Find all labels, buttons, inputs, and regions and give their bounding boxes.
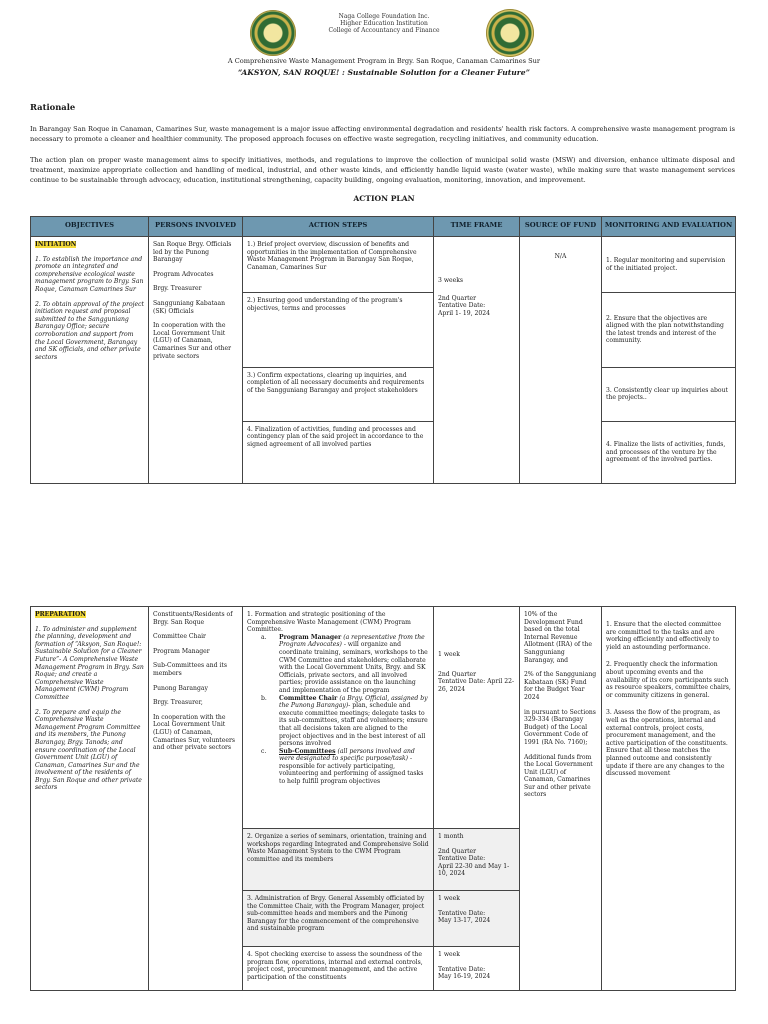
monitoring-item: 1. Regular monitoring and supervision of the initiated project. — [602, 237, 736, 293]
monitoring-item: 4. Finalize the lists of activities, funds, and processes of the venture by the agreement of the involved parties. — [602, 421, 736, 483]
column-header: PERSONS INVOLVED — [149, 217, 243, 237]
time-line: Tentative Date: April 22-26, 2024 — [438, 678, 515, 693]
person-item: Sub-Committees and its members — [153, 662, 227, 677]
person-item: Constituents/Residents of Brgy. San Roque — [153, 611, 233, 626]
time-duration: 1 month — [438, 833, 464, 840]
sub-step-c — [261, 748, 429, 786]
person-item: In cooperation with the Local Government Unit (LGU) of Canaman, Camarines Sur and other private sectors — [153, 322, 232, 360]
sub-step-a — [261, 634, 429, 695]
time-frame-cell — [434, 607, 520, 829]
persons-involved-cell — [149, 607, 243, 991]
source-of-fund-cell: N/A — [520, 237, 602, 484]
column-header: SOURCE OF FUND — [520, 217, 602, 237]
time-line: Tentative Date: — [438, 855, 486, 863]
objective-item: 2. To prepare and equip the Comprehensive Waste Management Program Committee and its members, the Punong Barangay, Brgy. Tanods; and ensure coordination of the Local Government Unit (LGU) of Canaman, Camarines Sur and the involvement of the residents of Brgy. San Roque and other private sectors — [35, 708, 142, 792]
time-frame-cell — [434, 891, 520, 947]
action-step: 3. Administration of Brgy. General Assembly officiated by the Committee Chair, with the Program Manager, project sub-committee heads and members and the Punong Barangay for the commencement of the comprehensive and sustainable program — [243, 891, 434, 947]
objectives-cell — [31, 237, 149, 484]
monitoring-item: 1. Ensure that the elected committee are committed to the tasks and are working efficiently and effectively to yield an astounding performance. — [606, 621, 722, 651]
institution-line: Naga College Foundation Inc. — [338, 13, 430, 20]
time-line: April 1- 19, 2024 — [438, 309, 491, 317]
time-line: May 13-17, 2024 — [438, 917, 491, 925]
phase-label: PREPARATION — [35, 611, 86, 618]
time-duration: 3 weeks — [438, 277, 464, 285]
objective-item: 1. To establish the importance and promote an integrated and comprehensive ecological waste management program to Brgy. San Roque, Canaman Camarines Sur — [35, 255, 144, 294]
time-line: May 16-19, 2024 — [438, 973, 491, 981]
sub-step-text: - plan, schedule and execute committee meetings; delegate tasks to its sub-committees, staff and volunteers; ensure that all decisions taken are aligned to the project objectives and in the best interest of all persons involved — [279, 702, 428, 748]
action-plan-table-initiation — [30, 216, 736, 484]
action-step — [243, 607, 434, 829]
sub-step-text: - will organize and coordinate training, seminars, workshops to the CWM Committee and stakeholders; collaborate with the Local Government Units, Brgy. and SK Officials, private sectors, and all involved parties; provide assistance on the launching and implementation of the program — [279, 641, 428, 694]
action-step: 2.) Ensuring good understanding of the program's objectives, terms and processes — [243, 293, 434, 367]
source-of-fund-cell — [520, 607, 602, 991]
program-title: A Comprehensive Waste Management Program in Brgy. San Roque, Canaman Camarines Sur — [227, 57, 541, 65]
person-item: Program Manager — [153, 647, 210, 655]
step-intro: 1. Formation and strategic positioning of the Comprehensive Waste Management (CWM) Program Committee. — [247, 611, 411, 634]
time-line: April 22-30 and May 1-10, 2024 — [438, 862, 510, 878]
person-item: Program Advocates — [153, 270, 214, 278]
sub-step-title: Program Manager — [279, 633, 342, 641]
action-step: 4. Spot checking exercise to assess the soundness of the program flow, operations, internal and external controls, project cost, procurement management, and the active participation of the constituents — [243, 947, 434, 991]
sub-step-note: (all persons involved and were designated to specific purpose/task) — [279, 747, 415, 763]
time-duration: 1 week — [438, 895, 460, 902]
time-duration: 1 week — [438, 651, 460, 658]
sub-step-title: Committee Chair — [279, 694, 338, 702]
institution-header — [300, 13, 468, 35]
fund-item: 10% of the Development Fund based on the total Internal Revenue Allotment (IRA) of the Sangguniang Barangay, and — [524, 611, 593, 664]
fund-item: 2% of the Sangguniang Kabataan (SK) Fund for the Budget Year 2024 — [524, 671, 597, 701]
rationale-paragraph-1: In Barangay San Roque in Canaman, Camarines Sur, waste management is a major issue affecting environmental degradation and residents' health risk factors. A comprehensive waste management program is necessary to promote a cleaner and healthier community. The proposed approach focuses on effective waste segregation, recycling initiatives, and community education. — [30, 125, 735, 143]
action-step: 3.) Confirm expectations, clearing up inquiries, and completion of all necessary documents and requirements of the Sangguniang Barangay and project stakeholders — [243, 367, 434, 421]
sub-step-b — [261, 695, 429, 748]
sub-step-title: Sub-Committees — [279, 747, 336, 755]
objective-item: 2. To obtain approval of the project initiation request and proposal submitted to the Sangguniang Barangay Office; secure corroboration and support from the Local Government, Barangay and SK officials, and other private sectors — [35, 300, 145, 361]
time-line: 2nd Quarter — [438, 670, 477, 678]
action-step: 4. Finalization of activities, funding and processes and contingency plan of the said project in accordance to the signed agreement of all involved parties — [243, 421, 434, 483]
person-item: Brgy. Treasurer — [153, 285, 202, 293]
sub-step-text: -responsible for actively participating, volunteering and performing of assigned tasks to help fulfill program objectives — [279, 755, 424, 786]
school-seal-left-icon — [250, 10, 296, 56]
sub-step-note: (a Brgy. Official, assigned by the Punong Barangay) — [279, 694, 428, 710]
monitoring-item: 2. Ensure that the objectives are aligned with the plan notwithstanding the latest trends and interest of the community. — [602, 293, 736, 367]
person-item: In cooperation with the Local Government Unit (LGU) of Canaman, Camarines Sur, volunteers and other private sectors — [153, 713, 235, 752]
rationale-paragraph-2: The action plan on proper waste management aims to specify initiatives, methods, and regulations to improve the collection of municipal solid waste (MSW) and diversion, enhance ultimate disposal and treatment, maximize appropriate collection and handling of medical, industrial, and other waste kinds, and efficiently handle liquid waste (water waste), while making sure that waste management services continue to be sustainable through advocacy, education, institutional strengthening, capacity building, ongoing evaluation, monitoring, innovation, and improvement. — [30, 156, 735, 184]
objectives-cell — [31, 607, 149, 991]
rationale-heading: Rationale — [30, 102, 76, 112]
monitoring-item: 2. Frequently check the information about upcoming events and the availability of its core participants such as resource speakers, committee chairs, or community citizens in general. — [606, 661, 731, 699]
time-frame-cell — [434, 947, 520, 991]
action-plan-table-preparation — [30, 606, 736, 991]
phase-label: INITIATION — [35, 241, 77, 249]
sub-step-letter: b. — [261, 694, 267, 702]
institution-line: Higher Education Institution — [340, 20, 428, 28]
person-item: San Roque Brgy. Officials led by the Punong Barangay — [153, 241, 232, 264]
institution-line: College of Accountancy and Finance — [328, 27, 440, 35]
fund-item: in pursuant to Sections 329-334 (Barangay Budget) of the Local Government Code of 1991 (RA No. 7160); — [524, 708, 596, 746]
objective-item: 1. To administer and supplement the planning, development and formation of “Aksyon, San Roque!: Sustainable Solution for a Cleaner Future”- A Comprehensive Waste Management Program in Brgy. San Roque; and create a Comprehensive Waste Management (CWM) Program Committee — [35, 625, 144, 701]
time-frame-cell — [434, 237, 520, 484]
action-step: 2. Organize a series of seminars, orientation, training and workshops regarding Integrated and Comprehensive Solid Waste Management System to the CWM Program committee and its members — [243, 829, 434, 891]
time-duration: 1 week — [438, 951, 460, 958]
person-item: Brgy. Treasurer, — [153, 699, 203, 707]
time-frame-cell — [434, 829, 520, 891]
monitoring-item: 3. Consistently clear up inquiries about the projects.. — [602, 367, 736, 421]
fund-item: Additional funds from the Local Government Unit (LGU) of Canaman, Camarines Sur and other private sectors — [524, 753, 593, 799]
sub-step-letter: a. — [261, 633, 267, 641]
action-plan-heading: ACTION PLAN — [353, 194, 415, 203]
monitoring-item: 3. Assess the flow of the program, as well as the operations, internal and external controls, project costs, procurement management, and the active participation of the constituents. Ensure that all these matches the planned outcome and consistently update if there are any changes to the discussed movement — [606, 709, 728, 778]
column-header: OBJECTIVES — [31, 217, 149, 237]
time-line: 2nd Quarter — [438, 847, 477, 855]
column-header: TIME FRAME — [434, 217, 520, 237]
sub-step-note: (a representative from the Program Advocates) — [279, 633, 425, 649]
time-line: Tentative Date: — [438, 909, 486, 917]
column-header: MONITORING AND EVALUATION — [602, 217, 736, 237]
time-line: Tentative Date: — [438, 965, 486, 973]
person-item: Committee Chair — [153, 633, 206, 641]
sub-step-letter: c. — [261, 747, 267, 755]
monitoring-cell — [602, 607, 736, 991]
persons-involved-cell — [149, 237, 243, 484]
action-step: 1.) Brief project overview, discussion of benefits and opportunities in the implementation of Comprehensive Waste Management Program in Barangay San Roque, Canaman, Camarines Sur — [243, 237, 434, 293]
college-seal-right-icon — [486, 9, 534, 57]
program-subtitle: “AKSYON, SAN ROQUE! : Sustainable Solution for a Cleaner Future” — [238, 68, 530, 77]
time-line: Tentative Date: — [438, 302, 486, 310]
column-header: ACTION STEPS — [243, 217, 434, 237]
time-line: 2nd Quarter — [438, 294, 477, 302]
person-item: Punong Barangay — [153, 684, 208, 692]
person-item: Sangguniang Kabataan (SK) Officials — [153, 300, 226, 315]
